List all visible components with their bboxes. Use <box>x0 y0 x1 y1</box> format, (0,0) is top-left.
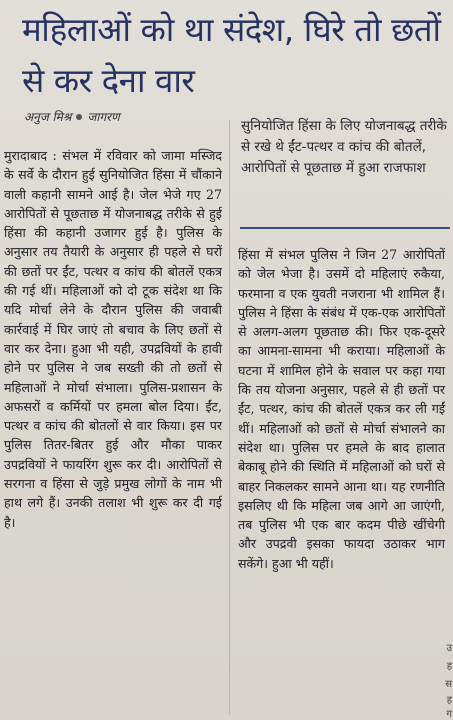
edge-fragment: ह <box>446 695 452 706</box>
byline-dot-icon <box>76 114 82 120</box>
byline <box>24 108 120 125</box>
subheadline: सुनियोजित हिंसा के लिए योजनाबद्ध तरीके से रखे थे ईंट-पत्थर व कांच की बोतलें, आरोपितों से पूछताछ में हुआ राजफाश <box>241 118 447 176</box>
edge-fragment: स <box>445 679 452 690</box>
edge-fragment: ह <box>446 661 452 672</box>
byline-author: अनुज मिश्र <box>24 110 72 124</box>
edge-fragment: ग <box>446 709 452 720</box>
headline: महिलाओं को था संदेश, घिरे तो छतों से कर देना वार <box>22 10 441 100</box>
article-column-right: हिंसा में संभल पुलिस ने जिन 27 आरोपितों को जेल भेजा है। उसमें दो महिलाएं रुकैया, फरमाना व एक युवती नजराना भी शामिल हैं। पुलिस ने हिंसा के संबंध में एक-एक आरोपितों से अलग-अलग पूछताछ की। फिर एक-दूसरे का आमना-सामना भी कराया। महिलाओं के घटना में शामिल होने के सवाल पर कहा गया कि तय योजना अनुसार, पहले से ही छतों पर ईंट, पत्थर, कांच की बोतलें एकत्र कर ली गईं थीं। महिलाओं को छतों से मोर्चा संभालने का संदेश था। पुलिस पर हमले के बाद हालात बेकाबू होने की स्थिति में महिलाओं को घरों से बाहर निकलकर सामने आना था। यह रणनीति इसलिए थी कि महिला जब आगे आ जाएंगी, तब पुलिस भी एक बार कदम पीछे खींचेगी और उपद्रवी इसका फायदा उठाकर भाग सकेंगे। हुआ भी यहीं। <box>238 247 445 571</box>
article-column-left: मुरादाबाद : संभल में रविवार को जामा मस्जिद के सर्वे के दौरान हुई सुनियोजित हिंसा में चौंकाने वाली कहानी सामने आई है। जेल भेजे गए 27 आरोपितों से पूछताछ में योजनाबद्ध तरीके से हुई हिंसा की कहानी उजागर हुई है। पुलिस के अनुसार तय तैयारी के अनुसार ही पहले से घरों की छतों पर ईंट, पत्थर व कांच की बोतलें एकत्र की गई थीं। महिलाओं को दो टूक संदेश था कि यदि मोर्चा लेने के दौरान पुलिस की जवाबी कार्रवाई में घिर जाएं तो बचाव के लिए छतों से वार कर देना। हुआ भी यही, उपद्रवियों के हावी होने पर पुलिस ने जब सख्ती की तो छतों से महिलाओं ने मोर्चा संभाला। पुलिस-प्रशासन के अफसरों व कर्मियों पर हमला बोल दिया। ईंट, पत्थर व कांच की बोतलों से वार किया। इस पर पुलिस तितर-बितर हुई और मौका पाकर उपद्रवियों ने फायरिंग शुरू कर दी। आरोपितों से सरगना व हिंसा से जुड़े प्रमुख लोगों के नाम भी हाथ लगे हैं। उनकी तलाश भी शुरू कर दी गई है। <box>4 148 222 530</box>
column-divider <box>229 120 230 715</box>
subhead-rule <box>240 227 450 229</box>
edge-fragment: उ <box>446 643 452 654</box>
byline-paper: जागरण <box>87 110 120 124</box>
